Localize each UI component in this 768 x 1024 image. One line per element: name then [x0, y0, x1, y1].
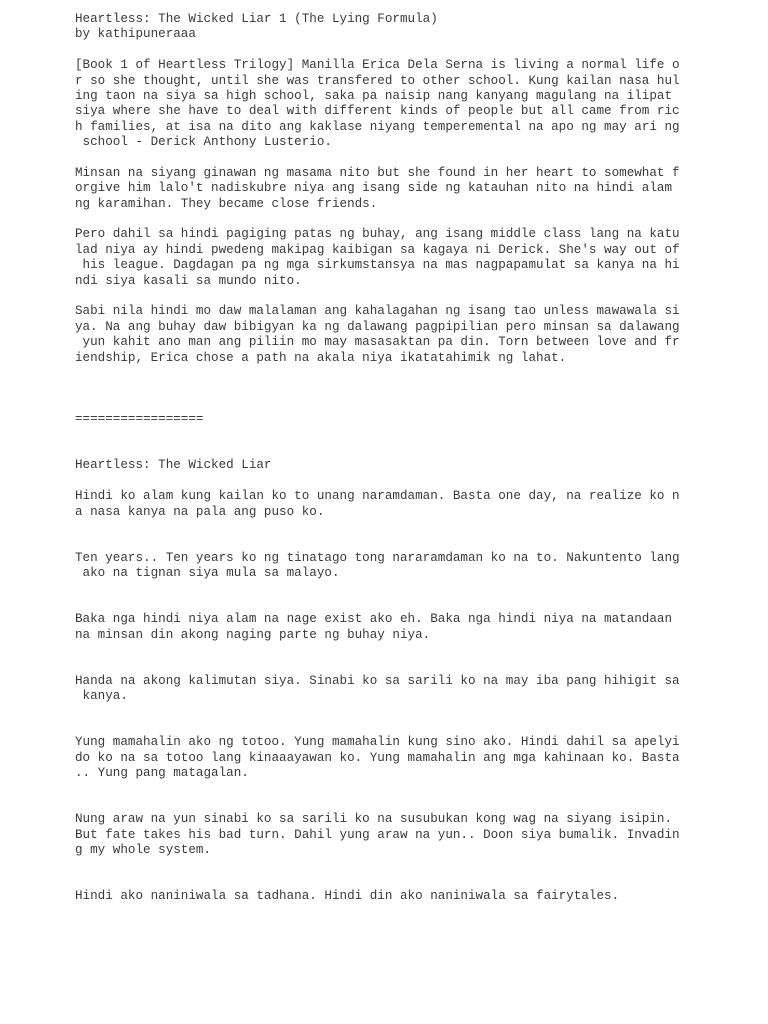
text-line: ing taon na siya sa high school, saka pa naisip nang kanyang magulang na ilipat: [75, 88, 673, 103]
text-line: kanya.: [75, 689, 128, 704]
text-line: Yung mamahalin ako ng totoo. Yung mamahalin kung sino ako. Hindi dahil sa apelyi: [75, 735, 680, 750]
text-line: lad niya ay hindi pwedeng makipag kaibigan sa kagaya ni Derick. She's way out of: [75, 242, 680, 257]
text-line: .. Yung pang matagalan.: [75, 766, 249, 781]
text-line: iendship, Erica chose a path na akala niya ikatatahimik ng lahat.: [75, 350, 567, 365]
text-line: g my whole system.: [75, 843, 212, 858]
text-line: siya where she have to deal with different kinds of people but all came from ric: [75, 104, 680, 119]
text-line: na minsan din akong naging parte ng buhay niya.: [75, 627, 431, 642]
story-paragraph: [75, 889, 695, 904]
text-line: Hindi ko alam kung kailan ko to unang naramdaman. Basta one day, na realize ko n: [75, 489, 680, 504]
text-line: Baka nga hindi niya alam na nage exist ako eh. Baka nga hindi niya na matandaan: [75, 612, 673, 627]
text-line: Hindi ako naniniwala sa tadhana. Hindi din ako naniniwala sa fairytales.: [75, 889, 620, 904]
text-line: Sabi nila hindi mo daw malalaman ang kahalagahan ng isang tao unless mawawala si: [75, 304, 680, 319]
book-title: Heartless: The Wicked Liar 1 (The Lying Formula): [75, 12, 438, 26]
text-line: yun kahit ano man ang piliin mo may masasaktan pa din. Torn between love and fr: [75, 335, 680, 350]
story-paragraph: [75, 612, 695, 643]
synopsis-paragraph: [75, 166, 695, 212]
chapter-title: Heartless: The Wicked Liar: [75, 458, 272, 473]
text-line: Pero dahil sa hindi pagiging patas ng buhay, ang isang middle class lang na katu: [75, 227, 680, 242]
synopsis-paragraph: [75, 58, 695, 150]
text-line: ya. Na ang buhay daw bibigyan ka ng dalawang pagpipilian pero minsan sa dalawang: [75, 319, 680, 334]
text-line: do ko na sa totoo lang kinaaayawan ko. Yung mamahalin ang mga kahinaan ko. Basta: [75, 750, 680, 765]
text-line: his league. Dagdagan pa ng mga sirkumstansya na mas nagpapamulat sa kanya na hi: [75, 258, 680, 273]
story-paragraph: [75, 812, 695, 858]
text-line: Minsan na siyang ginawan ng masama nito but she found in her heart to somewhat f: [75, 165, 680, 180]
document-page: [75, 12, 695, 905]
text-line: a nasa kanya na pala ang puso ko.: [75, 504, 325, 519]
text-line: r so she thought, until she was transfered to other school. Kung kailan nasa hul: [75, 73, 680, 88]
story-paragraph: [75, 551, 695, 582]
text-line: school - Derick Anthony Lusterio.: [75, 135, 332, 150]
book-author: by kathipuneraaa: [75, 27, 196, 42]
text-line: ng karamihan. They became close friends.: [75, 196, 378, 211]
story-paragraph: [75, 489, 695, 520]
text-line: But fate takes his bad turn. Dahil yung araw na yun.. Doon siya bumalik. Invadin: [75, 827, 680, 842]
text-line: h families, at isa na dito ang kaklase niyang temperemental na apo ng may ari ng: [75, 119, 680, 134]
text-line: orgive him lalo't nadiskubre niya ang isang side ng katauhan nito na hindi alam: [75, 181, 673, 196]
text-line: Nung araw na yun sinabi ko sa sarili ko na susubukan kong wag na siyang isipin.: [75, 812, 673, 827]
synopsis-paragraph: [75, 304, 695, 366]
text-line: ako na tignan siya mula sa malayo.: [75, 566, 340, 581]
text-line: [Book 1 of Heartless Trilogy] Manilla Erica Dela Serna is living a normal life o: [75, 58, 680, 73]
text-line: ndi siya kasali sa mundo nito.: [75, 273, 302, 288]
story-paragraph: [75, 735, 695, 781]
section-divider: =================: [75, 412, 204, 427]
text-line: Handa na akong kalimutan siya. Sinabi ko sa sarili ko na may iba pang hihigit sa: [75, 673, 680, 688]
synopsis-paragraph: [75, 227, 695, 289]
text-line: Ten years.. Ten years ko ng tinatago tong nararamdaman ko na to. Nakuntento lang: [75, 550, 680, 565]
story-paragraph: [75, 674, 695, 705]
